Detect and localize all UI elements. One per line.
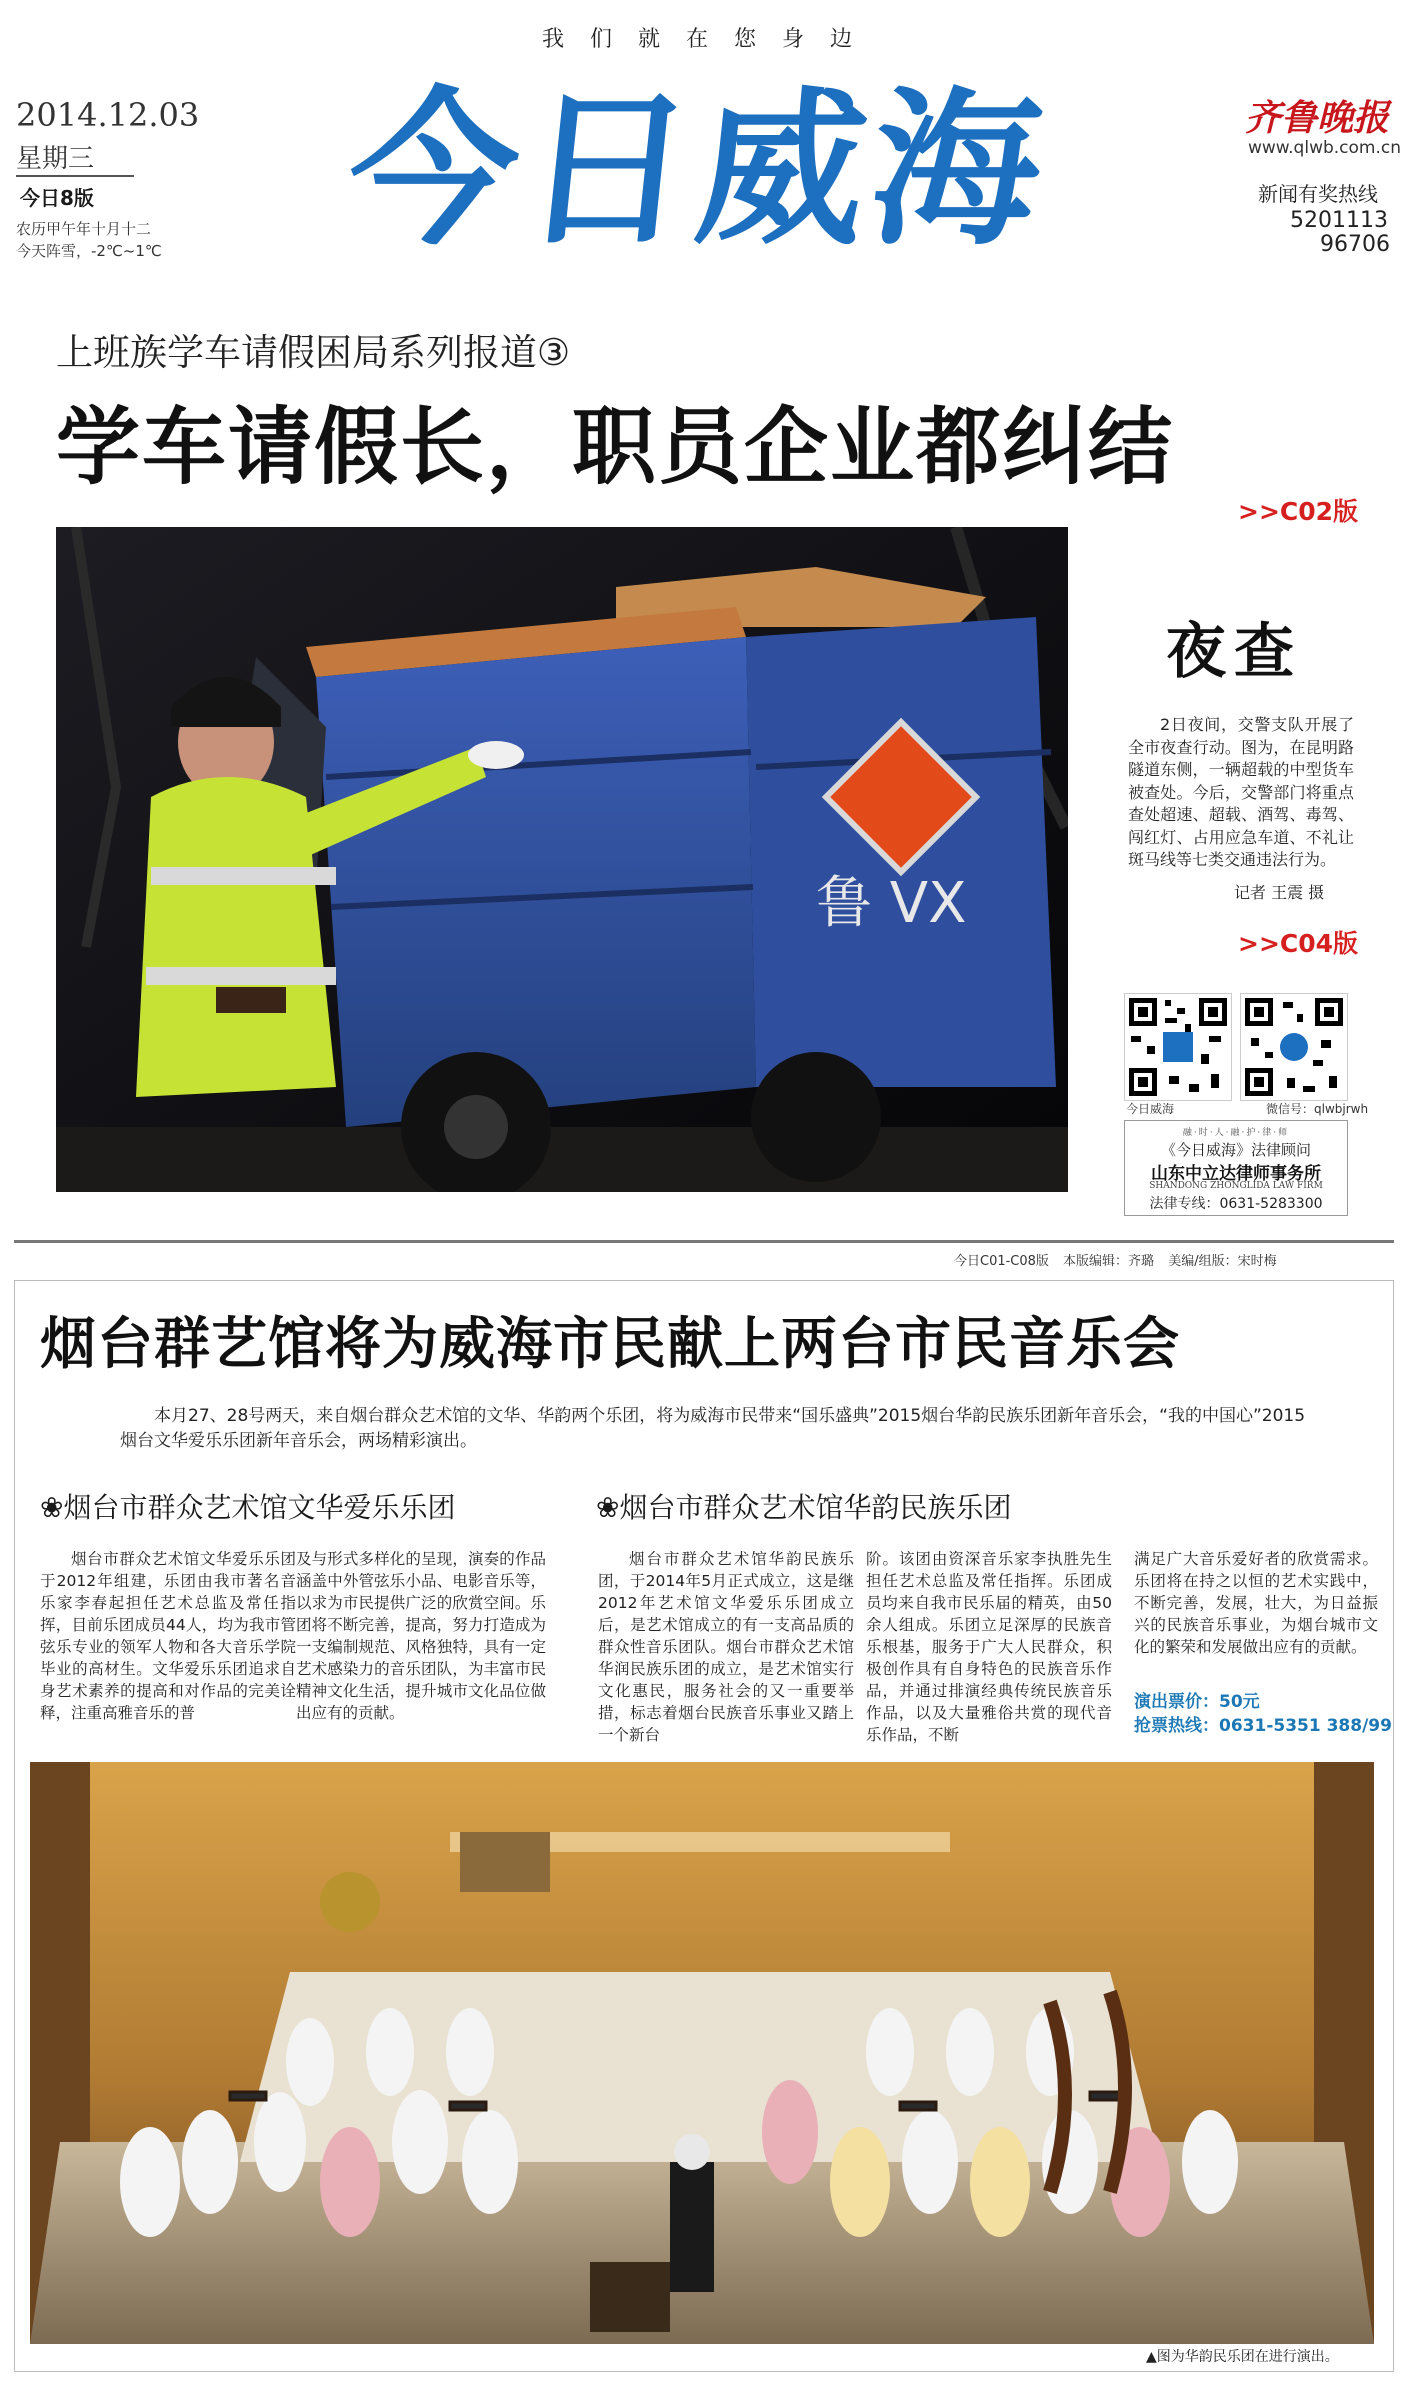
page-info: 今日C01-C08版 本版编辑：齐璐 美编/组版：宋时梅 (954, 1254, 1277, 1269)
hotline-label: 新闻有奖热线 (1258, 182, 1378, 206)
lead-page-ref[interactable]: >>C02版 (1238, 497, 1359, 526)
section-heading-huayun: ❀烟台市群众艺术馆华韵民族乐团 (596, 1491, 1012, 1524)
qr-code-right[interactable] (1240, 993, 1348, 1101)
section-divider (14, 1240, 1394, 1243)
qr-left-caption: 今日威海 (1126, 1102, 1175, 1116)
law-ad-slogan: 融·时·人·融·护·律·师 (1182, 1128, 1290, 1138)
edition-count: 今日8版 (20, 186, 94, 210)
ticket-hotline: 抢票热线：0631-5351 388/99 (1134, 1716, 1392, 1736)
truck-plate-text: 鲁 VX (816, 871, 967, 936)
lunar-weather (16, 218, 162, 262)
article-column-2: 及与形式多样化的呈现，演奏的作品涵盖中外管弦乐小品、电影音乐等，以求为市民提供广泛的欣赏空间。乐团将不断完善，提高，努力打造成为一支编制规范、风格独特，具有一定艺术感染力的音乐团队，为丰富市民精神文化生活，提升城市文化品位做出应有的贡献。 (296, 1550, 546, 1722)
article-column-4: 阶。该团由资深音乐家李执胜先生担任艺术总监及常任指挥。乐团成员均来自我市民乐届的精英，由50余人组成。乐团立足深厚的民族音乐根基，服务于广大人民群众，积极创作具有自身特色的民族音乐作品，并通过排演经典传统民族音乐作品，以及大量雅俗共赏的现代音乐作品，不断 (866, 1550, 1112, 1744)
concert-article-title[interactable]: 烟台群艺馆将为威海市民献上两台市民音乐会 (40, 1312, 1180, 1377)
law-ad-phone: 法律专线：0631-5283300 (1149, 1196, 1323, 1212)
orchestra-photo-caption: ▲图为华韵民乐团在进行演出。 (1146, 2349, 1339, 2365)
weather-text: 今天阵雪，-2℃~1℃ (16, 242, 162, 260)
qr-code-right-icon (1241, 994, 1347, 1100)
article-column-3: 烟台市群众艺术馆华韵民族乐团，于2014年5月正式成立，这是继2012年艺术馆文华爱乐乐团成立后，是艺术馆成立的有一支高品质的群众性音乐团队。烟台市群众艺术馆华润民族乐团的成立，是艺术馆实行文化惠民，服务社会的又一重要举措，标志着烟台民族音乐事业又踏上一个新台 (598, 1550, 854, 1744)
photo-story-title: 夜查 (1166, 617, 1302, 687)
lunar-date: 农历甲午年十月十二 (16, 220, 152, 238)
paper-logo: 齐鲁晚报 (1245, 97, 1390, 139)
lead-headline[interactable]: 学车请假长，职员企业都纠结 (56, 398, 1175, 496)
orchestra-photo-illustration (30, 1762, 1374, 2344)
ticket-info (1134, 1690, 1392, 1738)
masthead (339, 70, 1057, 270)
law-ad-english-name: SHANDONG ZHONGLIDA LAW FIRM (1149, 1181, 1323, 1191)
orchestra-photo (30, 1762, 1374, 2344)
issue-date: 2014.12.03 (16, 96, 200, 134)
photo-story-body: 2日夜间，交警支队开展了全市夜查行动。图为，在昆明路隧道东侧，一辆超载的中型货车被查处。今后，交警部门将重点查处超速、超载、酒驾、毒驾、闯红灯、占用应急车道、不礼让斑马线等七类交通违法行为。 (1128, 715, 1354, 869)
ticket-price: 演出票价：50元 (1134, 1692, 1260, 1712)
night-check-photo-illustration (56, 527, 1068, 1192)
night-check-photo (56, 527, 1068, 1192)
masthead-title: 今日威海 (339, 72, 1057, 268)
concert-article-lead: 本月27、28号两天，来自烟台群众艺术馆的文华、华韵两个乐团，将为威海市民带来“国乐盛典”2015烟台华韵民族乐团新年音乐会，“我的中国心”2015烟台文华爱乐乐团新年音乐会，两场精彩演出。 (120, 1406, 1306, 1451)
law-ad-advisor: 《今日威海》法律顾问 (1160, 1141, 1311, 1159)
qr-right-caption: 微信号：qlwbjrwh (1266, 1102, 1369, 1116)
article-column-5: 满足广大音乐爱好者的欣赏需求。乐团将在持之以恒的艺术实践中，不断完善，发展，壮大，为日益振兴的民族音乐事业，为烟台城市文化的繁荣和发展做出应有的贡献。 (1134, 1550, 1378, 1656)
qr-code-left[interactable] (1124, 993, 1232, 1101)
article-column-1: 烟台市群众艺术馆文华爱乐乐团于2012年组建，乐团由我市著名音乐家李春起担任艺术总监及常任指挥，目前乐团成员44人，均为我市管弦乐专业的领军人物和各大音乐学院毕业的高材生。文华爱乐乐团追求自身艺术素养的提高和对作品的完美诠释，注重高雅音乐的普 (40, 1550, 296, 1722)
law-ad-firm-name: 山东中立达律师事务所 (1151, 1164, 1321, 1184)
qr-code-left-icon (1125, 994, 1231, 1100)
top-slogan: 我们就在您身边 (541, 27, 878, 52)
photo-story-page-ref[interactable]: >>C04版 (1238, 929, 1359, 958)
hotline-number-1: 5201113 (1290, 208, 1388, 233)
law-firm-ad[interactable] (1124, 1120, 1348, 1216)
photo-story-credit: 记者 王震 摄 (1234, 883, 1325, 902)
lead-kicker: 上班族学车请假困局系列报道③ (56, 331, 571, 374)
section-heading-wenhua: ❀烟台市群众艺术馆文华爱乐乐团 (40, 1491, 456, 1524)
paper-url[interactable]: www.qlwb.com.cn (1248, 138, 1401, 158)
issue-weekday: 星期三 (16, 138, 134, 177)
hotline-number-2: 96706 (1320, 232, 1390, 257)
